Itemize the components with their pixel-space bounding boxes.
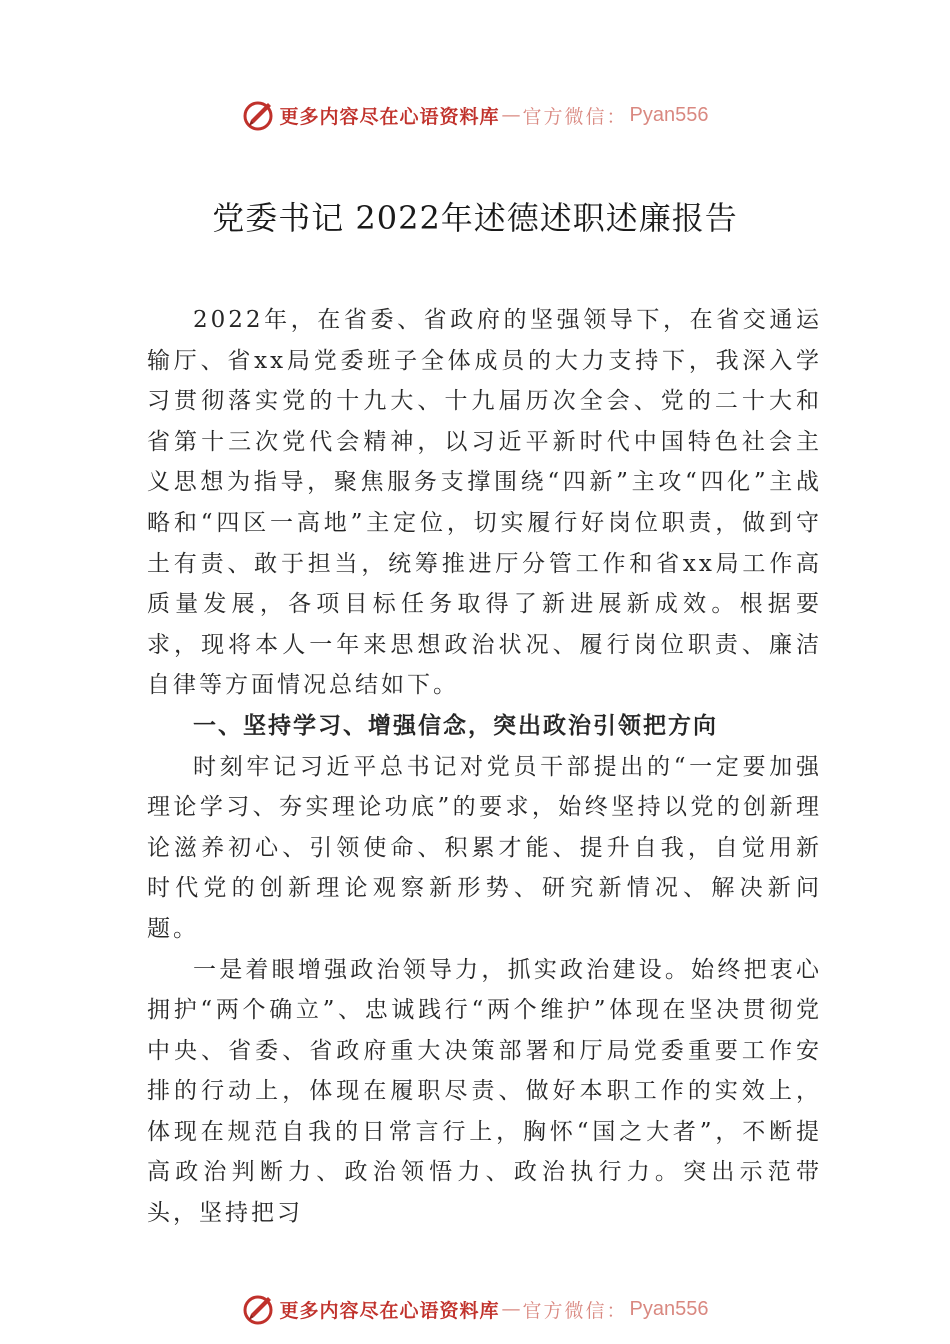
banner-wechat-label: 官方微信： (522, 1299, 628, 1322)
document-body (147, 300, 822, 1234)
banner-dash: — (501, 104, 521, 126)
banner-wechat-id: Pyan556 (629, 103, 709, 126)
banner-brand: 更多内容尽在心语资料库 (279, 1299, 500, 1322)
banner-wechat-label: 官方微信： (522, 105, 628, 128)
section1-paragraph-2: 一是着眼增强政治领导力，抓实政治建设。始终把衷心拥护“两个确立”、忠诚践行“两个维护”体现在坚决贯彻党中央、省委、省政府重大决策部署和厅局党委重要工作安排的行动上，体现在履职尽责、做好本职工作的实效上，体现在规范自我的日常言行上，胸怀“国之大者”，不断提高政治判断力、政治领悟力、政治执行力。突出示范带头，坚持把习 (147, 956, 822, 1227)
banner-dash: — (501, 1298, 521, 1320)
pen-logo-icon (242, 98, 276, 132)
intro-paragraph: 2022年，在省委、省政府的坚强领导下，在省交通运输厅、省xx局党委班子全体成员的大力支持下，我深入学习贯彻落实党的十九大、十九届历次全会、党的二十大和省第十三次党代会精神，以习近平新时代中国特色社会主义思想为指导，聚焦服务支撑围绕“四新”主攻“四化”主战略和“四区一高地”主定位，切实履行好岗位职责，做到守土有责、敢于担当，统筹推进厅分管工作和省xx局工作高质量发展，各项目标任务取得了新进展新成效。根据要求，现将本人一年来思想政治状况、履行岗位职责、廉洁自律等方面情况总结如下。 (147, 307, 822, 699)
banner-brand: 更多内容尽在心语资料库 (279, 105, 500, 128)
header-watermark-banner (0, 95, 950, 135)
document-title: 党委书记 2022年述德述职述廉报告 (212, 199, 738, 237)
section1-paragraph-1: 时刻牢记习近平总书记对党员干部提出的“一定要加强理论学习、夯实理论功底”的要求，始终坚持以党的创新理论滋养初心、引领使命、积累才能、提升自我，自觉用新时代党的创新理论观察新形势、研究新情况、解决新问题。 (147, 753, 822, 942)
section-heading-1: 一、坚持学习、增强信念，突出政治引领把方向 (193, 712, 718, 739)
pen-logo-icon (242, 1292, 276, 1326)
banner-wechat-id: Pyan556 (629, 1297, 709, 1320)
footer-watermark-banner (0, 1289, 950, 1329)
